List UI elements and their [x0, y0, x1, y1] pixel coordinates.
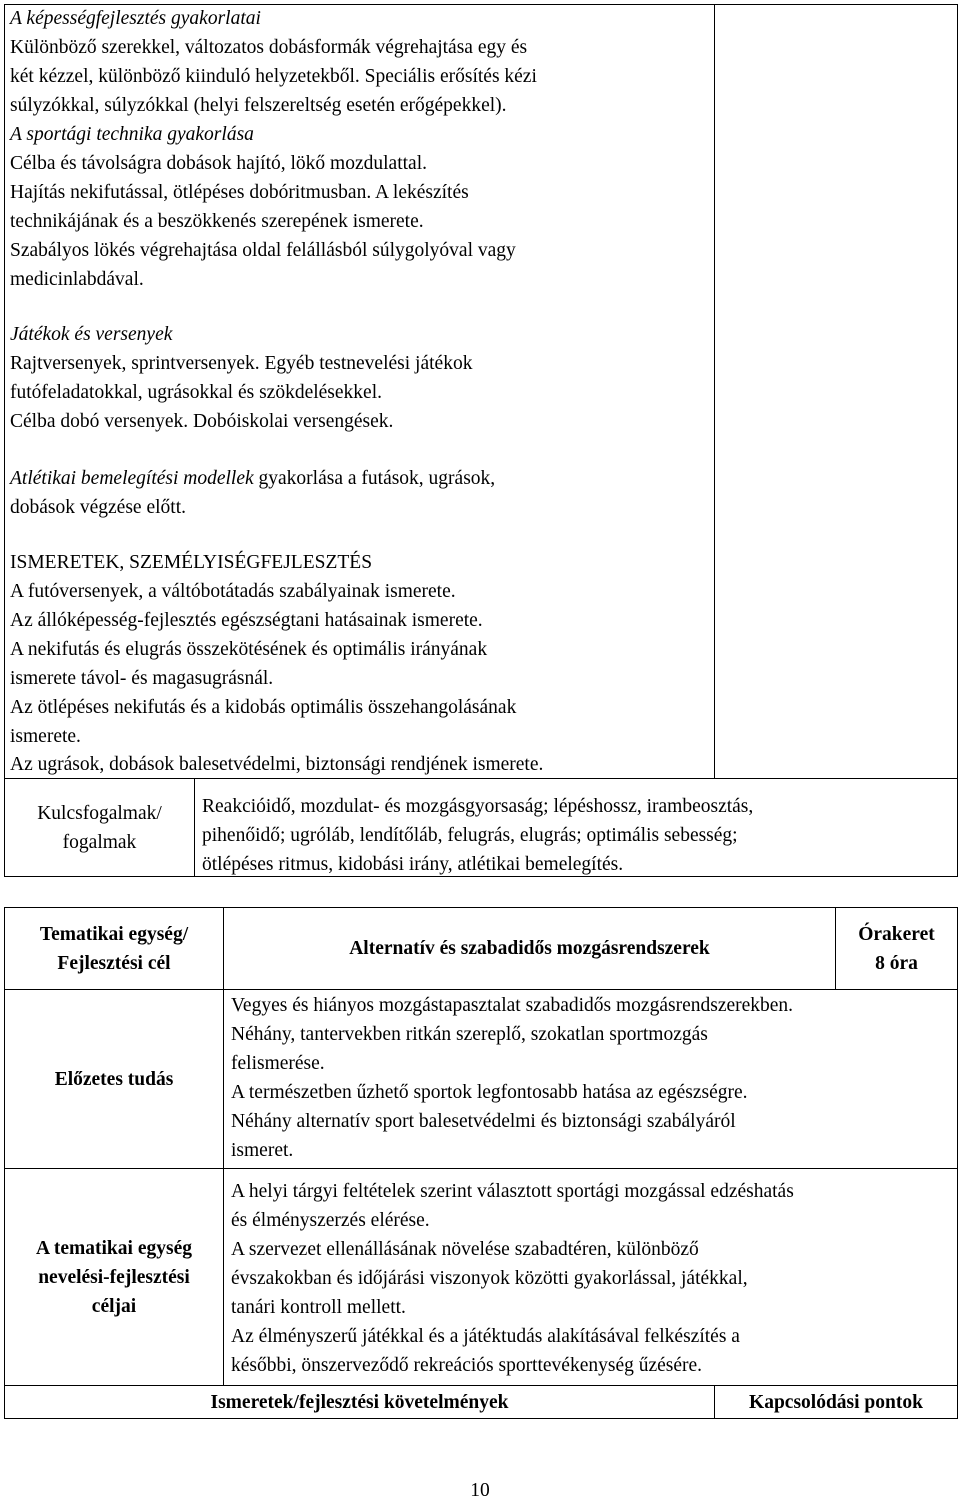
- celjai-text-line: Az élményszerű játékkal és a játéktudás alakításával felkészítés a: [231, 1326, 740, 1347]
- text-line: A nekifutás és elugrás összekötésének és optimális irányának: [10, 639, 488, 660]
- text-line: dobások végzése előtt.: [10, 497, 186, 518]
- text-line: ismerete.: [10, 726, 81, 747]
- tematikai-egyseg-label: [5, 908, 223, 989]
- celjai-content: [231, 1177, 794, 1380]
- celjai-text-line: későbbi, önszerveződő rekreációs sporttevékenység űzésére.: [231, 1355, 703, 1376]
- unit-title: [224, 908, 835, 989]
- kulcsfogalmak-label: [5, 779, 194, 876]
- ismeretek-header-text: Ismeretek/fejlesztési követelmények: [210, 1391, 509, 1413]
- kulcsfogalmak-content: [202, 792, 753, 879]
- text-line: futófeladatokkal, ugrásokkal és szökdelésekkel.: [10, 382, 382, 403]
- section-heading-jatekok: Játékok és versenyek: [10, 324, 173, 345]
- upper-border-left: [4, 4, 5, 877]
- kulcsfogalmak-label-line2: fogalmak: [62, 831, 137, 853]
- text-line: Rajtversenyek, sprintversenyek. Egyéb testnevelési játékok: [10, 353, 473, 374]
- elozetes-line: Néhány, tantervekben ritkán szereplő, szokatlan sportmozgás: [231, 1024, 708, 1045]
- celjai-line3: céljai: [91, 1295, 137, 1317]
- celjai-line2: nevelési-fejlesztési: [38, 1266, 190, 1288]
- text-line: ismerete távol- és magasugrásnál.: [10, 668, 274, 689]
- kulcs-divider-vertical: [194, 778, 195, 877]
- text-line: Különböző szerekkel, változatos dobásformák végrehajtása egy és: [10, 37, 528, 58]
- celjai-label: [5, 1169, 223, 1385]
- warmup-rest: gyakorlása a futások, ugrások,: [253, 468, 496, 489]
- unit-title-text: Alternatív és szabadidős mozgásrendszerek: [349, 938, 710, 959]
- celjai-line1: A tematikai egység: [36, 1237, 192, 1259]
- ismeretek-header: [5, 1386, 714, 1418]
- text-line: medicinlabdával.: [10, 269, 144, 290]
- kulcs-line: pihenőidő; ugróláb, lendítőláb, felugrás, elugrás; optimális sebesség;: [202, 825, 738, 846]
- elozetes-line: felismerése.: [231, 1053, 325, 1074]
- kapcsolodasi-header: [715, 1386, 957, 1418]
- orakeret-cell: [836, 908, 957, 989]
- kapcsolodasi-header-text: Kapcsolódási pontok: [749, 1391, 923, 1413]
- text-line: Hajítás nekifutással, ötlépéses dobóritmusban. A lekészítés: [10, 182, 469, 203]
- orakeret-label: Órakeret: [858, 923, 935, 945]
- tematikai-egyseg-line2: Fejlesztési cél: [57, 952, 171, 974]
- lower-border-bottom: [4, 1418, 958, 1419]
- lower-border-right: [957, 907, 958, 1419]
- elozetes-tudas-text: Előzetes tudás: [54, 1068, 174, 1090]
- elozetes-tudas-label: [5, 990, 223, 1168]
- section-heading-kepessegfejlesztes: A képességfejlesztés gyakorlatai: [10, 8, 261, 29]
- celjai-text-line: A szervezet ellenállásának növelése szabadtéren, különböző: [231, 1239, 699, 1260]
- section-heading-sportagi-technika: A sportági technika gyakorlása: [10, 124, 254, 145]
- elozetes-line: Néhány alternatív sport balesetvédelmi és biztonsági szabályáról: [231, 1111, 736, 1132]
- celjai-text-line: A helyi tárgyi feltételek szerint választott sportági mozgással edzéshatás: [231, 1181, 794, 1202]
- kulcs-line: Reakcióidő, mozdulat- és mozgásgyorsaság; lépéshossz, irambeosztás,: [202, 796, 754, 817]
- orakeret-value: 8 óra: [875, 952, 918, 974]
- text-line: két kézzel, különböző kiinduló helyzetekből. Speciális erősítés kézi: [10, 66, 537, 87]
- text-line: Az ötlépéses nekifutás és a kidobás optimális összehangolásának: [10, 697, 517, 718]
- text-line: Célba dobó versenyek. Dobóiskolai versengések.: [10, 411, 394, 432]
- text-line: Az állóképesség-fejlesztés egészségtani hatásainak ismerete.: [10, 610, 483, 631]
- text-line: Szabályos lökés végrehajtása oldal felállásból súlygolyóval vagy: [10, 240, 516, 261]
- kulcsfogalmak-label-line1: Kulcsfogalmak/: [37, 802, 162, 824]
- celjai-text-line: és élményszerzés elérése.: [231, 1210, 430, 1231]
- text-line: technikájának és a beszökkenés szerepének ismerete.: [10, 211, 424, 232]
- elozetes-line: Vegyes és hiányos mozgástapasztalat szabadidős mozgásrendszerekben.: [231, 995, 794, 1016]
- elozetes-tudas-content: [231, 991, 793, 1165]
- upper-border-right: [957, 4, 958, 877]
- celjai-text-line: évszakokban és időjárási viszonyok közötti gyakorlással, játékkal,: [231, 1268, 748, 1289]
- upper-divider-vertical: [714, 4, 715, 778]
- elozetes-line: ismeret.: [231, 1140, 294, 1161]
- section-heading-ismeretek: ISMERETEK, SZEMÉLYISÉGFEJLESZTÉS: [10, 552, 373, 573]
- warmup-line: [10, 464, 495, 493]
- page-number: 10: [470, 1480, 490, 1501]
- kulcs-line: ötlépéses ritmus, kidobási irány, atlétikai bemelegítés.: [202, 854, 624, 875]
- elozetes-line: A természetben űzhető sportok legfontosabb hatása az egészségre.: [231, 1082, 748, 1103]
- warmup-italic: Atlétikai bemelegítési modellek: [10, 468, 254, 489]
- celjai-text-line: tanári kontroll mellett.: [231, 1297, 406, 1318]
- tematikai-egyseg-line1: Tematikai egység/: [39, 923, 189, 945]
- text-line: Célba és távolságra dobások hajító, lökő mozdulattal.: [10, 153, 427, 174]
- text-line: súlyzókkal, súlyzókkal (helyi felszereltség esetén erőgépekkel).: [10, 95, 507, 116]
- text-line: A futóversenyek, a váltóbotátadás szabályainak ismerete.: [10, 581, 456, 602]
- text-line: Az ugrások, dobások balesetvédelmi, biztonsági rendjének ismerete.: [10, 754, 544, 775]
